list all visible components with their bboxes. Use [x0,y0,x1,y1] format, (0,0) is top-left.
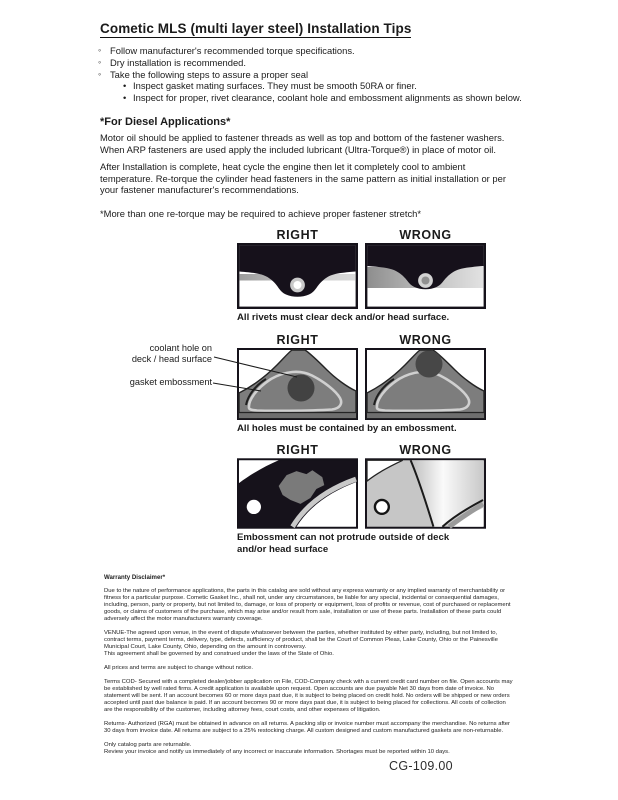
disclaimer-paragraph: Review your invoice and notify us immediately of any incorrect or inaccurate information. Shortages must be reported within 10 days. [104,749,450,755]
embossment-right-panel [237,348,358,420]
tip-item: ◦ Take the following steps to assure a proper seal [100,69,520,81]
page-title: Cometic MLS (multi layer steel) Installation Tips [100,21,412,36]
wrong-label: WRONG [399,332,452,347]
tip-item: ◦ Dry installation is recommended. [100,57,520,69]
protrusion-caption [237,532,497,555]
rivet-caption: All rivets must clear deck and/or head surface. [237,312,450,323]
embossment-caption: All holes must be contained by an embossment. [237,422,457,434]
right-label: RIGHT [276,332,319,347]
caption-line: and/or head surface [237,543,329,555]
disclaimer-paragraph: Returns- Authorized (RGA) must be obtained in advance on all returns. A packing slip or invoice number must accompany the merchandise. No returns after 30 days from invoice date. All returns are subject to a 25% restocking charge. All custom designed and custom manufactured gaskets are non-returnable. [104,721,511,734]
coolant-hole [416,350,443,377]
disclaimer-paragraph: VENUE-The agreed upon venue, in the event of dispute whatsoever between the parties, whether instituted by either party, including, but not limited to, contract terms, payment terms, delivery, type, defects, sufficiency of product, shall be the Court of Common Pleas, Lake County, Ohio or the Painesville Municipal Court, Lake County, Ohio, depending on the amount in controversy. [104,630,498,650]
right-label: RIGHT [276,228,319,242]
warranty-disclaimer [104,574,514,763]
gasket-embossment-callout-label: gasket embossment [129,377,212,387]
callout-text: coolant hole on [149,343,212,353]
caption-line: Embossment can not protrude outside of deck [237,532,450,543]
catalog-page-code: CG-109.00 [389,759,453,773]
disclaimer-paragraph: Terms COD- Secured with a completed dealer/jobber application on File, COD-Company check with a current credit card number on file. Open accounts may be established by well rated firms. A credit application is available upon request. Open accounts are due payable Net 30 days from date of invoice. No statement will be sent. If an account becomes 60 or more days past due, it is subject to being placed on credit hold. No orders will be shipped or new orders accepted until past due balance is paid. If an account becomes 90 or more days past due, it is subject to being placed for collections. All costs of collection are the responsibility of the customer, including attorney fees, court costs, and other expenses of litigation. [104,679,513,713]
disclaimer-paragraph: All prices and terms are subject to change without notice. [104,665,253,671]
tip-sub-item: • Inspect gasket mating surfaces. They must be smooth 50RA or finer. [123,80,520,92]
diagram-section [237,228,497,564]
intro-section [100,20,520,226]
rivet-right-panel [237,243,358,309]
rivet-wrong-panel [365,243,486,309]
bolt-hole [247,500,261,514]
protrusion-diagram [237,443,497,555]
protrusion-wrong-panel [365,458,486,529]
wrong-label: WRONG [399,443,452,457]
callout-text: deck / head surface [131,353,212,364]
right-label: RIGHT [276,443,319,457]
diesel-applications-heading: *For Diesel Applications* [100,115,231,128]
disclaimer-heading: Warranty Disclaimer* [104,574,166,581]
protrusion-right-panel [237,458,358,529]
coolant-hole-diagram [237,333,497,435]
tip-sub-item: • Inspect for proper, rivet clearance, coolant hole and embossment alignments as shown below. [123,92,520,104]
bolt-hole [375,500,389,514]
disclaimer-paragraph: This agreement shall be governed by and construed under the laws of the State of Ohio. [104,651,334,657]
rivet-clearance-diagram [237,228,497,324]
coolant-hole [288,374,315,401]
diagram-callouts [52,343,212,388]
retorque-note: *More than one re-torque may be required to achieve proper fastener stretch* [100,207,422,219]
tip-item: ◦ Follow manufacturer's recommended torque specifications. [100,45,520,57]
wrong-label: WRONG [399,228,452,242]
disclaimer-paragraph: Only catalog parts are returnable. [104,742,192,748]
diesel-paragraph: After Installation is complete, heat cycle the engine then let it completely cool to ambient temperature. Re-torque the cylinder head fasteners in the same pattern as initial installation or per your fastener manufacturer's recommendations. [100,161,506,196]
installation-tips-list [100,45,520,104]
disclaimer-paragraph: Due to the nature of performance applications, the parts in this catalog are sold without any express warranty or any implied warranty of merchantability or fitness for a particular purpose. Cometic Gasket Inc., shall not, under any circumstances, be liable for any special, incidental or consequential damages, including, person, party or property, but not limited to, damage, or loss of property or equipment, loss of profits or revenue, cost of purchased or replacement goods, or claims of customers of the purchase, which may arise and/or result from sale, installation or use of these parts. Installation of these parts could adversely affect the motor manufacturers warranty coverage. [104,588,511,622]
diesel-paragraph: Motor oil should be applied to fastener threads as well as top and bottom of the fastener washers. When ARP fasteners are used apply the included lubricant (Ultra-Torque®) in place of motor oil. [100,131,505,155]
coolant-hole-callout-label [52,343,212,364]
embossment-wrong-panel [365,348,486,420]
